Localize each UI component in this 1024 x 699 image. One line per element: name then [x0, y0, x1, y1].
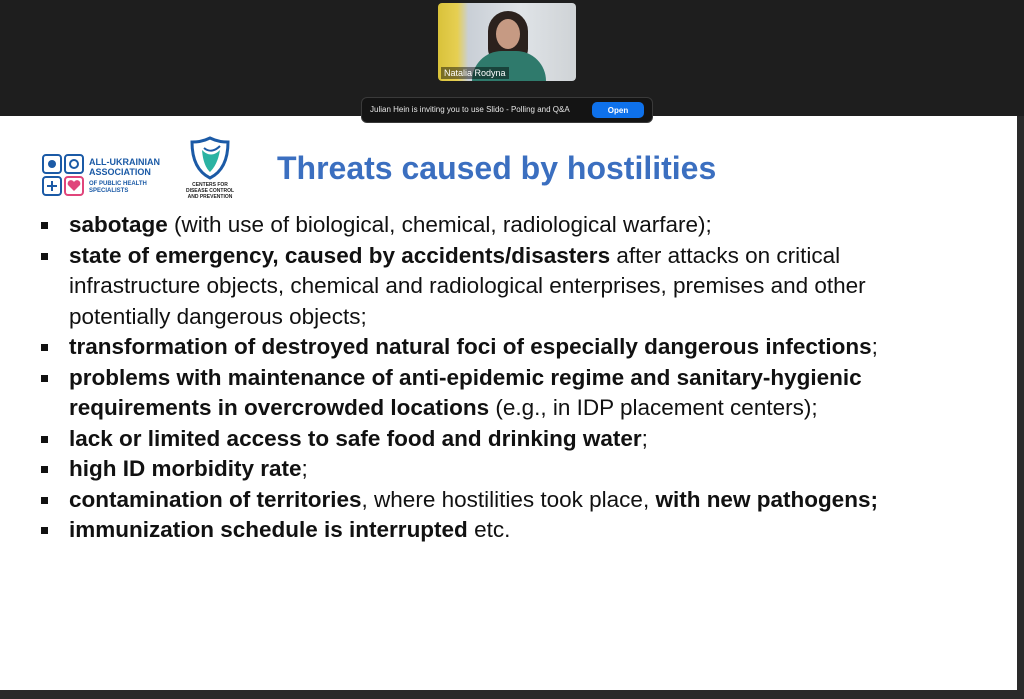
shared-slide — [0, 116, 1017, 690]
bullet-text: after attacks on critical infrastructure objects, chemical and radiological enterprises, premises and other potentially dangerous objects; — [69, 242, 866, 329]
bullet-text: ; — [641, 425, 648, 451]
bullet-item — [36, 363, 956, 424]
threats-bullet-list — [36, 210, 956, 546]
bullet-bold-text: sabotage — [69, 212, 168, 237]
uaph-logo-name: ALL-UKRAINIAN ASSOCIATION — [89, 157, 160, 177]
cdc-logo-name: CENTERS FOR DISEASE CONTROL AND PREVENTION — [185, 182, 235, 200]
bullet-item — [36, 332, 956, 363]
bullet-marker-icon — [41, 527, 48, 534]
bullet-bold-text: contamination of territories — [69, 486, 362, 512]
slido-invite-message: Julian Hein is inviting you to use Slido - Polling and Q&A — [370, 105, 570, 114]
bullet-text: etc. — [467, 517, 511, 542]
bullet-item — [36, 241, 956, 333]
uaph-logo-subtitle: OF PUBLIC HEALTH SPECIALISTS — [89, 181, 147, 194]
bullet-item — [36, 424, 956, 455]
participant-name-label: Natalia Rodyna — [441, 67, 509, 79]
window-bottom-edge — [0, 690, 1024, 699]
bullet-marker-icon — [41, 253, 48, 260]
bullet-text: (e.g., in IDP placement centers); — [489, 395, 818, 420]
slide-title: Threats caused by hostilities — [277, 150, 717, 186]
bullet-bold-text: state of emergency, caused by accidents/disasters — [69, 242, 611, 268]
bullet-item — [36, 485, 956, 516]
bullet-bold-text: with new pathogens; — [655, 486, 878, 512]
bullet-item — [36, 515, 956, 546]
bullet-bold-text: immunization schedule is interrupted — [69, 517, 468, 542]
bullet-text: (with use of biological, chemical, radiological warfare); — [167, 212, 712, 237]
bullet-text: ; — [871, 334, 878, 359]
bullet-bold-text: transformation of destroyed natural foci of especially dangerous infections — [69, 334, 872, 359]
uaph-logo-icon — [42, 154, 84, 196]
bullet-text: ; — [301, 456, 308, 481]
uaph-logo — [42, 154, 162, 200]
window-right-edge — [1017, 116, 1024, 699]
bullet-bold-text: problems with maintenance of anti-epidemic regime and sanitary-hygienic requirements in overcrowded locations — [69, 364, 862, 420]
bullet-marker-icon — [41, 375, 48, 382]
bullet-marker-icon — [41, 436, 48, 443]
slido-open-button[interactable]: Open — [592, 102, 644, 118]
bullet-item — [36, 454, 956, 485]
participant-video-tile[interactable] — [438, 3, 576, 81]
cdc-logo — [178, 136, 244, 208]
slido-invite-banner — [361, 97, 653, 123]
bullet-marker-icon — [41, 222, 48, 229]
bullet-bold-text: lack or limited access to safe food and drinking water — [69, 425, 642, 451]
bullet-item — [36, 210, 956, 241]
bullet-marker-icon — [41, 344, 48, 351]
cdc-shield-icon — [190, 136, 230, 180]
bullet-bold-text: high ID morbidity rate — [69, 456, 302, 481]
participant-face — [496, 19, 520, 49]
bullet-marker-icon — [41, 497, 48, 504]
bullet-marker-icon — [41, 466, 48, 473]
bullet-text: , where hostilities took place, — [361, 486, 656, 512]
